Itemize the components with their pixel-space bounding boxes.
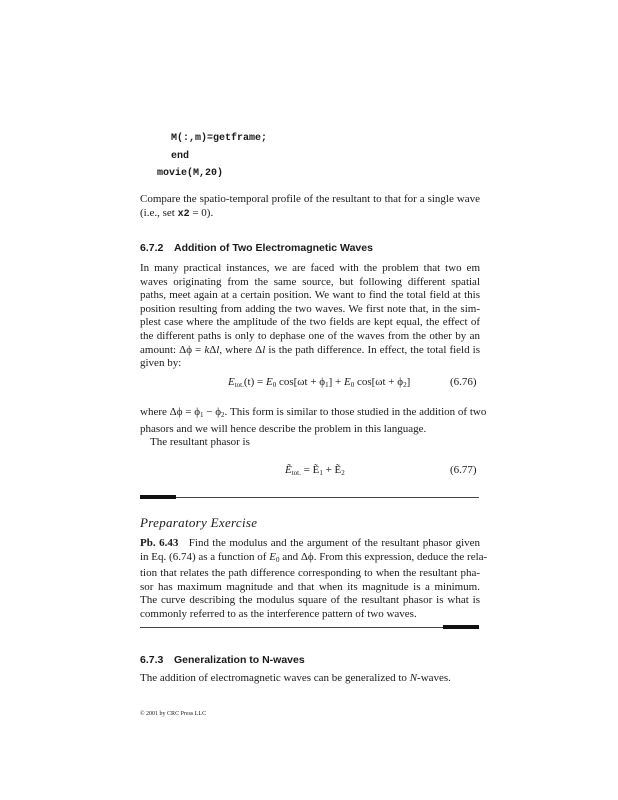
preparatory-exercise-heading: Preparatory Exercise [140, 515, 258, 530]
compare-paragraph [140, 193, 480, 221]
paragraph-addition: In many practical instances, we are faced with the problem that two em waves originating from the same source, but following different spatial paths, meet again at a certain position. We want to find the total field at this position resulting from adding the two waves. We first note that, in the sim- plest case where the amplitude of the two fields are kept equal, the effect of the different paths is only to dephase one of the waves from the other by an amount: Δϕ = kΔl, where Δl is the path difference. In effect, the total field is given by: [140, 262, 480, 370]
exercise-bottom-rule [140, 627, 443, 628]
exercise-paragraph: Pb. 6.43 Find the modulus and the argument of the resultant phasor given in Eq. (6.74) as a function of $E_0$ and Δϕ. From this expression, deduce the rela- tion that relates the path difference corresponding to when the resultant pha- sor has maximum magnitude and that when its magnitude is a minimum. The curve describing the modulus square of the resultant phasor is what is commonly referred to as the interference pattern of two waves. [140, 537, 488, 620]
code-line-getframe: M(:,m)=getframe; [171, 133, 268, 144]
equation-number-6-77: (6.77) [450, 464, 477, 476]
code-line-movie: movie(M,20) [157, 168, 224, 179]
equation-6-76: $E_{tot.}(t) = E_0$ $\cos[\omega t + \phi_1] + E_0$ $\cos[\omega t + \phi_2]$ [228, 376, 411, 389]
section-heading-6-7-2: 6.7.2 Addition of Two Electromagnetic Waves [140, 242, 373, 254]
exercise-top-thick-rule [140, 495, 176, 499]
exercise-bottom-thick-rule [443, 625, 479, 629]
equation-number-6-76: (6.76) [450, 376, 477, 388]
code-line-end: end [171, 151, 190, 162]
equation-6-77: Ẽ$_{tot.}$ = Ẽ$_1$ + Ẽ$_2$ [285, 464, 345, 477]
paragraph-where: where $\Delta\phi = \phi_1 - \phi_2$. This form is similar to those studied in the addition of two phasors and we will hence describe the problem in this language. The resultant phasor is [140, 406, 487, 449]
copyright-footer: © 2001 by CRC Press LLC [140, 711, 207, 717]
exercise-label: Pb. 6.43 [140, 537, 179, 549]
compare-line-2: (i.e., set x2 = 0). [140, 206, 214, 220]
exercise-top-rule [176, 497, 479, 498]
compare-line-1: Compare the spatio-temporal profile of the resultant to that for a single wave [140, 193, 480, 205]
section-heading-6-7-3: 6.7.3 Generalization to N-waves [140, 654, 305, 666]
paragraph-generalization: The addition of electromagnetic waves can be generalized to N-waves. [140, 672, 451, 684]
